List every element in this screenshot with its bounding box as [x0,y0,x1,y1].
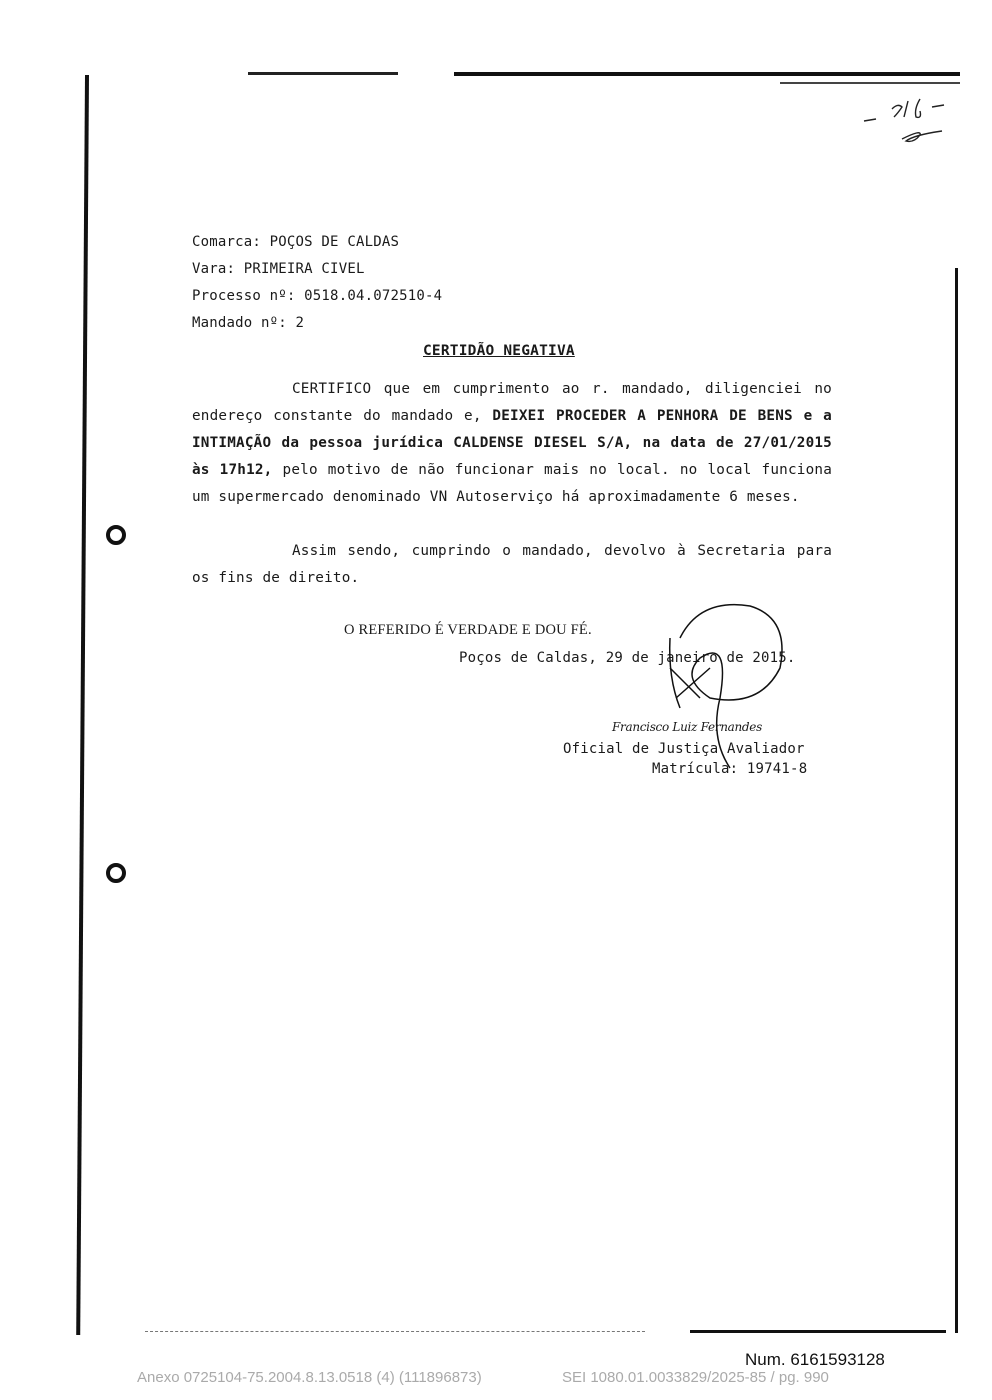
sei-reference: SEI 1080.01.0033829/2025-85 / pg. 990 [562,1369,829,1386]
annex-reference: Anexo 0725104-75.2004.8.13.0518 (4) (111896873) [137,1369,482,1386]
handwritten-page-number [862,95,952,155]
truth-statement: O REFERIDO É VERDADE E DOU FÉ. [344,622,592,638]
scan-right-edge [955,268,958,1333]
scan-left-edge [76,75,89,1335]
scan-top-line-dash [780,82,960,84]
scan-top-line-left [248,72,398,75]
return-paragraph [192,538,832,592]
processo-line: Processo nº: 0518.04.072510-4 [192,288,443,304]
punch-hole-bottom [106,863,126,883]
mandado-line: Mandado nº: 2 [192,315,305,331]
scan-bottom-line [690,1330,946,1333]
scan-top-line-right [454,72,960,76]
signer-matricula: Matrícula: 19741-8 [652,761,808,777]
signature-name-stamp: Francisco Luiz Fernandes [612,720,762,734]
document-title: CERTIDÃO NEGATIVA [423,343,575,359]
comarca-line: Comarca: POÇOS DE CALDAS [192,234,400,250]
certificate-paragraph [192,376,832,511]
signer-role: Oficial de Justiça Avaliador [563,741,805,757]
paragraph-text-a: CERTIFICO que em cumprimento ao r. mandado, diligenciei no endereço constante do mandado e, [192,381,832,424]
paragraph-text-bold: DEIXEI PROCEDER A PENHORA DE BENS e a INTIMAÇÃO da pessoa jurídica CALDENSE DIESEL S/A, na data de 27/01/2015 às 17h12, [192,408,832,478]
vara-line: Vara: PRIMEIRA CIVEL [192,261,365,277]
paragraph-text-b: pelo motivo de não funcionar mais no local. no local funciona um supermercado denominado VN Autoserviço há aproximadamente 6 meses. [192,462,832,505]
punch-hole-top [106,525,126,545]
return-text: Assim sendo, cumprindo o mandado, devolvo à Secretaria para os fins de direito. [192,543,832,586]
place-date: Poços de Caldas, 29 de janeiro de 2015. [459,650,796,666]
scan-bottom-dots [145,1331,645,1333]
document-number: Num. 6161593128 [745,1350,885,1369]
